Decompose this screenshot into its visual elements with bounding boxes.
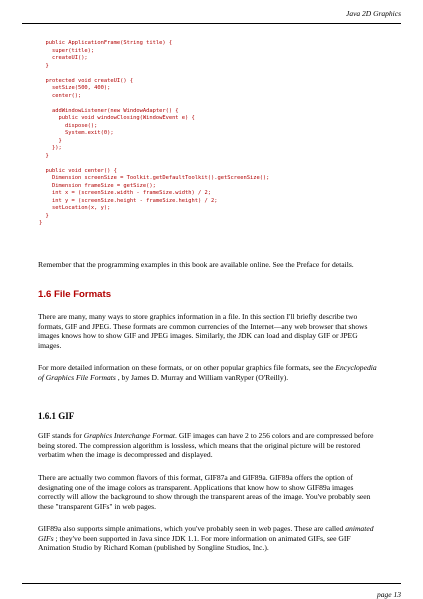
paragraph-encyclopedia <box>38 363 382 382</box>
code-line: public ApplicationFrame(String title) { <box>39 40 173 46</box>
paragraph-animated-gifs <box>38 524 382 553</box>
code-line: System.exit(0); <box>39 130 114 136</box>
code-line: setSize(500, 400); <box>39 85 111 91</box>
paragraph-file-formats: There are many, many ways to store graphics information in a file. In this section I'll briefly describe two formats, GIF and JPEG. These formats are common currencies of the Internet—any web browser that shows images knows how to show GIF and JPEG images. Similarly, the JDK can load and display GIF or JPEG images. <box>38 312 368 350</box>
book-title: Encyclopedia of Graphics File Formats <box>38 363 377 382</box>
code-line: } <box>39 212 49 219</box>
code-line: center(); <box>39 92 82 99</box>
paragraph-gif-definition <box>38 431 382 460</box>
gif-text-after: . GIF images can have 2 to 256 colors and are compressed before being stored. The compression algorithm is lossless, which means that the original picture will be restored verbatim when the image is decompressed and displayed. <box>38 431 374 460</box>
code-line: int x = (screenSize.width - frameSize.width) / 2; <box>39 190 212 196</box>
encyclopedia-text-before: For more detailed information on these formats, or on other popular graphics file formats, see the <box>38 363 336 372</box>
subsection-heading: 1.6.1 GIF <box>38 411 75 421</box>
code-line: } <box>39 152 49 159</box>
code-line: } <box>39 137 62 144</box>
header-rule <box>22 23 401 24</box>
footer-rule <box>22 583 401 584</box>
code-line: } <box>39 62 49 69</box>
code-line: } <box>39 220 43 226</box>
animation-text-after: ; they've been supported in Java since JDK 1.1. For more information on animated GIFs, see GIF Animation Studio by Richard Koman (published by Songline Studios, Inc.). <box>38 533 351 553</box>
code-line: addWindowListener(new WindowAdapter() { <box>39 107 179 114</box>
code-line: super(title); <box>39 47 95 54</box>
code-line: }); <box>39 145 62 151</box>
section-heading: 1.6 File Formats <box>38 289 112 300</box>
gif-text-before: GIF stands for <box>38 431 84 440</box>
code-line: createUI(); <box>39 55 88 61</box>
code-line: int y = (screenSize.height - frameSize.height) / 2; <box>39 197 218 204</box>
page-number: page 13 <box>377 590 401 599</box>
code-line: dispose(); <box>39 122 98 129</box>
code-line: public void center() { <box>39 167 117 174</box>
animated-gifs-term: animated GIFs <box>38 524 374 543</box>
encyclopedia-text-after: , by James D. Murray and William vanRyper (O'Reilly). <box>115 372 289 382</box>
code-listing <box>39 40 269 228</box>
code-line: Dimension screenSize = Toolkit.getDefaultToolkit().getScreenSize(); <box>39 175 270 181</box>
running-header: Java 2D Graphics <box>346 9 401 18</box>
paragraph-online-examples: Remember that the programming examples in this book are available online. See the Preface for details. <box>38 260 354 269</box>
code-line: protected void createUI() { <box>39 77 134 84</box>
code-line: public void windowClosing(WindowEvent e) { <box>39 115 195 121</box>
animation-text-before: GIF89a also supports simple animations, which you've probably seen in web pages. These are called <box>38 524 346 533</box>
gif-term: Graphics Interchange Format <box>83 431 176 440</box>
paragraph-gif-flavors: There are actually two common flavors of this format, GIF87a and GIF89a. GIF89a offers the option of designating one of the image colors as transparent. Applications that know how to show GIF89a images correctly will allow the background to show through the transparent areas of the image. You've probably seen these "transparent GIFs" in web pages. <box>38 473 371 511</box>
code-line: Dimension frameSize = getSize(); <box>39 182 156 189</box>
code-line: setLocation(x, y); <box>39 205 111 211</box>
